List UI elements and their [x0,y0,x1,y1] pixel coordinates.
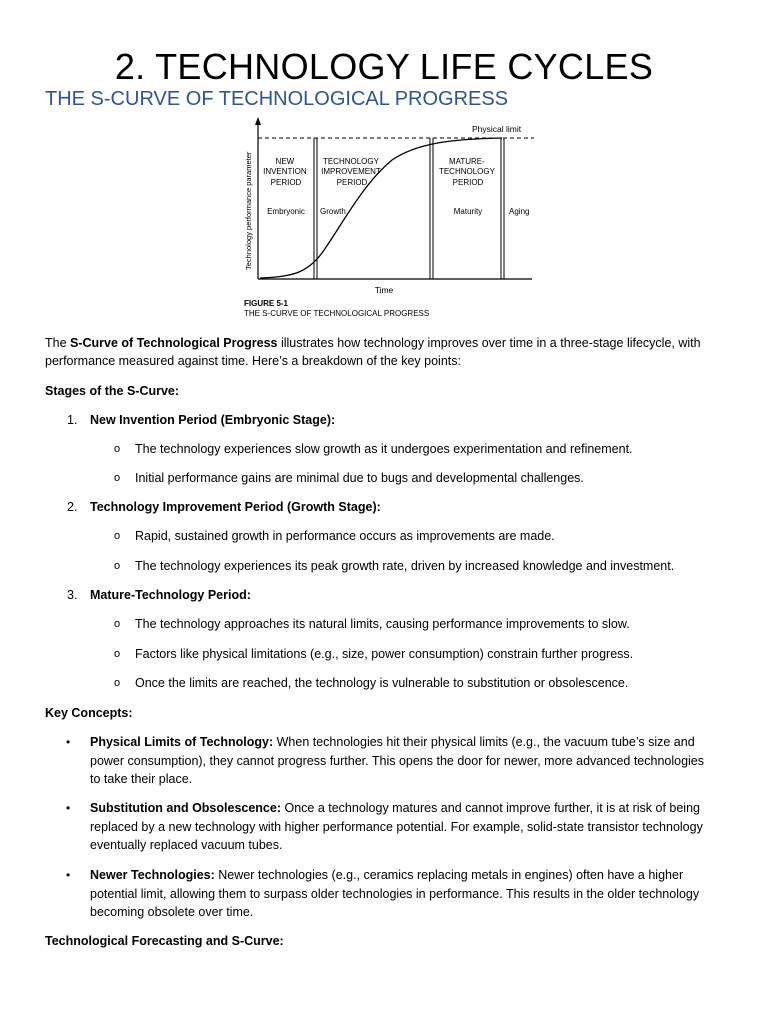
list-item: Initial performance gains are minimal due to bugs and developmental challenges. [135,471,584,485]
section-subtitle: THE S-CURVE OF TECHNOLOGICAL PROGRESS [45,88,509,110]
stage-label: Technology Improvement Period (Growth Stage): [90,500,381,514]
stage-embryonic: Embryonic [267,207,305,216]
concept-item: Physical Limits of Technology: When technologies hit their physical limits (e.g., the vacuum tube’s size and power consumption), they cannot progress further. This opens the door for newer, more advanced technologies to take their place. [90,735,705,786]
sub-bullet-marker: o [114,443,121,455]
physical-limit-label: Physical limit [472,124,522,134]
period-3-label: MATURE- TECHNOLOGY PERIOD [438,157,495,187]
concept-item: Newer Technologies: Newer technologies (e.g., ceramics replacing metals in engines) often have a higher potential limit, allowing them to surpass older technologies in performance. This results in the older technology becoming obsolete over time. [90,868,700,919]
stage-number: 3. [67,588,78,602]
x-axis-label: Time [374,285,394,295]
s-curve-figure [232,115,537,323]
stage-label: Mature-Technology Period: [90,588,251,602]
period-1-label: NEW INVENTION PERIOD [263,157,307,187]
stage-number: 1. [67,413,78,427]
forecasting-heading: Technological Forecasting and S-Curve: [45,934,284,948]
sub-bullet-marker: o [114,530,121,542]
key-concepts-heading: Key Concepts: [45,706,133,720]
figure-caption-text: THE S-CURVE OF TECHNOLOGICAL PROGRESS [244,309,430,318]
y-axis-label: Technology performance parameter [244,151,253,270]
bullet-marker: • [66,801,71,815]
list-item: The technology experiences its peak growth rate, driven by increased knowledge and investment. [135,559,675,573]
sub-bullet-marker: o [114,560,121,572]
concept-item: Substitution and Obsolescence: Once a technology matures and cannot improve further, it is at risk of being replaced by a new technology with higher performance potential. For example, solid-state transistor technology eventually replaced vacuum tubes. [90,801,703,852]
list-item: Factors like physical limitations (e.g., size, power consumption) constrain further progress. [135,647,634,661]
sub-bullet-marker: o [114,648,121,660]
figure-caption-number: FIGURE 5-1 [244,299,289,308]
bullet-marker: • [66,735,71,749]
list-item: Rapid, sustained growth in performance occurs as improvements are made. [135,529,555,543]
stage-number: 2. [67,500,78,514]
stage-aging: Aging [509,207,530,216]
stages-heading: Stages of the S-Curve: [45,384,180,398]
list-item: Once the limits are reached, the technology is vulnerable to substitution or obsolescence. [135,676,629,690]
page-title: 2. TECHNOLOGY LIFE CYCLES [114,46,654,87]
intro-term: S-Curve of Technological Progress [70,336,278,350]
bullet-marker: • [66,868,71,882]
sub-bullet-marker: o [114,472,121,484]
period-2-label: TECHNOLOGY IMPROVEMENT PERIOD [321,157,381,187]
intro-paragraph: The S-Curve of Technological Progress illustrates how technology improves over time in a three-stage lifecycle, with performance measured against time. Here’s a breakdown of the key points: [45,336,701,368]
stage-growth: Growth [320,207,346,216]
y-axis-arrow [255,117,261,125]
sub-bullet-marker: o [114,618,121,630]
sub-bullet-marker: o [114,677,121,689]
stage-label: New Invention Period (Embryonic Stage): [90,413,336,427]
stage-maturity: Maturity [453,207,483,216]
list-item: The technology approaches its natural limits, causing performance improvements to slow. [135,617,630,631]
list-item: The technology experiences slow growth as it undergoes experimentation and refinement. [135,442,633,456]
